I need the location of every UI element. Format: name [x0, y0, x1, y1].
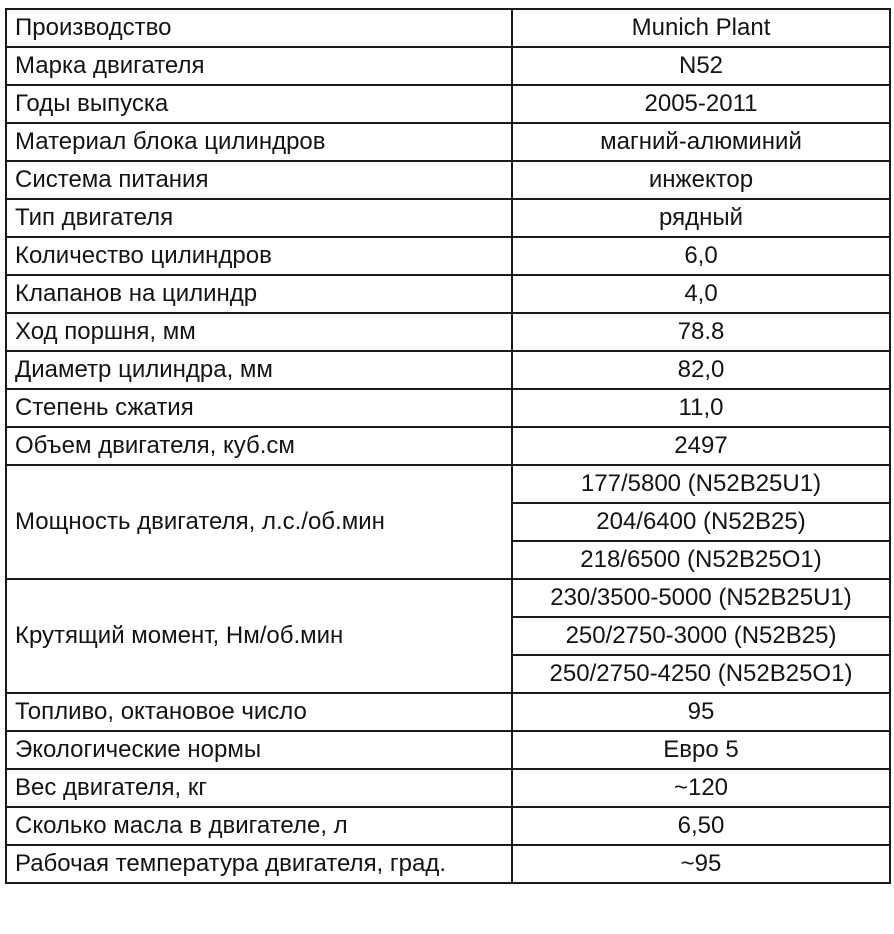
spec-label-cell: Тип двигателя	[6, 199, 512, 237]
spec-value-cell: 95	[512, 693, 890, 731]
table-row	[6, 85, 890, 123]
table-row	[6, 845, 890, 883]
spec-label-cell: Мощность двигателя, л.с./об.мин	[6, 465, 512, 579]
spec-value-cell: 2497	[512, 427, 890, 465]
spec-label-cell: Вес двигателя, кг	[6, 769, 512, 807]
spec-value-cell: ~95	[512, 845, 890, 883]
spec-value-cell: 11,0	[512, 389, 890, 427]
engine-spec-table	[5, 8, 891, 884]
spec-label-cell: Система питания	[6, 161, 512, 199]
spec-value-cell: 177/5800 (N52B25U1)	[512, 465, 890, 503]
spec-value-cell: 250/2750-3000 (N52B25)	[512, 617, 890, 655]
spec-label-cell: Ход поршня, мм	[6, 313, 512, 351]
spec-label-cell: Материал блока цилиндров	[6, 123, 512, 161]
spec-value-cell: 4,0	[512, 275, 890, 313]
spec-value-cell: 6,0	[512, 237, 890, 275]
table-row	[6, 769, 890, 807]
spec-value-cell: 78.8	[512, 313, 890, 351]
spec-value-cell: 82,0	[512, 351, 890, 389]
spec-label-cell: Сколько масла в двигателе, л	[6, 807, 512, 845]
table-row	[6, 275, 890, 313]
spec-value-cell: инжектор	[512, 161, 890, 199]
spec-value-cell: 6,50	[512, 807, 890, 845]
table-row	[6, 123, 890, 161]
spec-label-cell: Марка двигателя	[6, 47, 512, 85]
spec-label-cell: Годы выпуска	[6, 85, 512, 123]
table-row	[6, 47, 890, 85]
spec-label-cell: Экологические нормы	[6, 731, 512, 769]
spec-label-cell: Степень сжатия	[6, 389, 512, 427]
table-row	[6, 313, 890, 351]
spec-value-cell: 2005-2011	[512, 85, 890, 123]
spec-label-cell: Объем двигателя, куб.см	[6, 427, 512, 465]
spec-label-cell: Количество цилиндров	[6, 237, 512, 275]
table-row	[6, 807, 890, 845]
table-row	[6, 579, 890, 617]
table-row	[6, 351, 890, 389]
spec-value-cell: ~120	[512, 769, 890, 807]
spec-value-cell: 218/6500 (N52B25O1)	[512, 541, 890, 579]
spec-label-cell: Производство	[6, 9, 512, 47]
spec-label-cell: Топливо, октановое число	[6, 693, 512, 731]
table-row	[6, 427, 890, 465]
spec-value-cell: рядный	[512, 199, 890, 237]
spec-label-cell: Крутящий момент, Нм/об.мин	[6, 579, 512, 693]
spec-label-cell: Диаметр цилиндра, мм	[6, 351, 512, 389]
spec-value-cell: 250/2750-4250 (N52B25O1)	[512, 655, 890, 693]
spec-value-cell: 230/3500-5000 (N52B25U1)	[512, 579, 890, 617]
table-row	[6, 199, 890, 237]
table-row	[6, 237, 890, 275]
table-row	[6, 9, 890, 47]
spec-value-cell: Евро 5	[512, 731, 890, 769]
spec-table-body	[6, 9, 890, 883]
spec-value-cell: N52	[512, 47, 890, 85]
table-row	[6, 389, 890, 427]
spec-label-cell: Рабочая температура двигателя, град.	[6, 845, 512, 883]
table-row	[6, 731, 890, 769]
spec-value-cell: 204/6400 (N52B25)	[512, 503, 890, 541]
table-row	[6, 465, 890, 503]
table-row	[6, 693, 890, 731]
table-row	[6, 161, 890, 199]
spec-label-cell: Клапанов на цилиндр	[6, 275, 512, 313]
spec-value-cell: Munich Plant	[512, 9, 890, 47]
spec-value-cell: магний-алюминий	[512, 123, 890, 161]
